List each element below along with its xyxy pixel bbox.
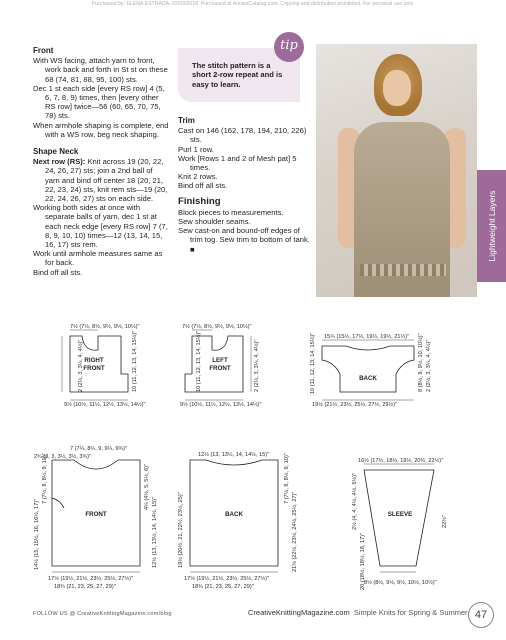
footer-follow: FOLLOW US @ CreativeKnittingMagazine.com/blog xyxy=(33,611,172,617)
front-full-top: 7 (7¼, 8¼, 9, 9¼, 9¾)" xyxy=(70,446,128,452)
neck-line: Work until armhole measures same as for back. xyxy=(33,249,163,268)
right-front-label: RIGHT xyxy=(84,357,104,364)
back-full-armhole: 7 (7½, 8, 8½, 9, 10)" xyxy=(284,453,290,504)
left-front-side: 2 (2½, 3, 3¼, 4, 4½)" xyxy=(254,339,260,392)
neck-line: Bind off all sts. xyxy=(33,267,83,277)
front-full-neck: 4¼ (4½, 5, 5½, 6)" xyxy=(144,463,150,510)
back-full-length: 19½ (20½, 21, 22½, 23½, 25)" xyxy=(178,492,184,568)
footer-title xyxy=(248,608,468,617)
left-front-bottom: 9½ (10½, 11½, 12½, 13½, 14½)" xyxy=(180,402,262,408)
shape-neck-heading: Shape Neck xyxy=(33,147,79,157)
back-full-side: 21½ (22½, 23½, 24½, 25½, 27)" xyxy=(292,491,298,572)
purchase-notice: Purchased by: ELENA ESTRADA, 02/03/2018. Purchased at AnniesCatalog.com. Copying and distribution prohibited. For personal use only. xyxy=(91,1,415,7)
sleeve-bottom: 8½ (8½, 9½, 9½, 10½, 10½)" xyxy=(364,580,437,586)
back-full-label: BACK xyxy=(225,511,243,518)
front-full-bottom1: 17½ (19½, 21½, 23½, 25½, 27½)" xyxy=(48,576,134,582)
back-full-top: 12½ (13, 13½, 14, 14½, 15)" xyxy=(198,452,270,458)
back-full-bottom2: 18¾ (21, 23, 25, 27, 29)" xyxy=(192,584,254,590)
sleeve-side: 22½" xyxy=(442,515,448,528)
left-front-label: LEFT xyxy=(212,357,228,364)
back-upper-side: 2 (2½, 3, 3¼, 4, 4½)" xyxy=(426,339,432,392)
right-front-length: 10 (11, 12, 13, 14, 15½)" xyxy=(132,330,138,392)
front-full-top2: 2¾ (3, 3, 3½, 3½, 3¾)" xyxy=(34,454,92,460)
next-row-text: Knit across 19 (20, 22, 24, 26, 27) sts; join a 2nd ball of yarn and bind off center 18 (20, 21, 22, 23, 24) sts, knit rem sts—19 (20, 22, 24, 26, 27) sts on each side. xyxy=(45,157,168,204)
front-full-armhole: 7 (7½, 8, 8½, 9, 10)" xyxy=(42,453,48,504)
back-upper-bottom: 19½ (21½, 23½, 25½, 27½, 29½)" xyxy=(312,402,398,408)
front-full-label: FRONT xyxy=(85,511,107,518)
left-front-shape xyxy=(185,336,243,392)
sleeve-label: SLEEVE xyxy=(387,511,413,518)
footer-site: CreativeKnittingMagazine.com xyxy=(248,608,350,617)
finishing-heading: Finishing xyxy=(178,195,221,207)
sleeve-shape xyxy=(364,470,434,566)
finishing-line: Block pieces to measurements. xyxy=(178,207,284,217)
footer-issue-title: Simple Knits for Spring & Summer xyxy=(353,608,468,617)
tip-badge: tip xyxy=(274,32,304,62)
right-front-bottom: 9½ (10½, 11½, 12½, 13½, 14½)" xyxy=(64,402,146,408)
left-front-top: 7½ (7½, 8½, 9½, 9½, 10½)" xyxy=(182,324,252,330)
trim-heading: Trim xyxy=(178,116,195,125)
back-upper-length: 10 (11, 12, 13, 14, 15½)" xyxy=(310,332,316,394)
trim-line: Work [Rows 1 and 2 of Mesh pat] 5 times. xyxy=(178,153,297,173)
sleeve-top: 16½ (17½, 18½, 19½, 20½, 22½)" xyxy=(358,458,444,464)
back-full-bottom1: 17½ (19½, 21½, 23½, 25½, 27½)" xyxy=(184,576,270,582)
trim-line: Cast on 146 (162, 178, 194, 210, 226) sts. xyxy=(178,126,307,145)
section-tab-label: Lightweight Layers xyxy=(486,190,497,262)
left-front-length: 10 (11, 12, 13, 14, 15½)" xyxy=(196,330,202,392)
front-full-bottom2: 18¾ (21, 23, 25, 27, 29)" xyxy=(54,584,116,590)
front-line: Dec 1 st each side [every RS row] 4 (5, 6, 7, 8, 9) times, then [every other RS row] twice—56 (60, 65, 70, 75, 78) sts. xyxy=(33,83,165,121)
trim-line: Bind off all sts. xyxy=(178,181,228,191)
front-heading: Front xyxy=(33,46,54,55)
back-upper-label: BACK xyxy=(359,375,377,382)
front-full-length: 14½ (15, 15½, 16, 16½, 17)" xyxy=(34,498,40,570)
front-line: When armhole shaping is complete, end with a WS row, beg neck shaping. xyxy=(33,120,169,139)
finishing-line: Sew cast-on and bound-off edges of trim tog. Sew trim to bottom of tank. ■ xyxy=(178,226,310,254)
tip-text: The stitch pattern is a short 2-row repeat and is easy to learn. xyxy=(192,61,283,89)
back-upper-top: 15¼ (15½, 17½, 19½, 19½, 21½)" xyxy=(324,334,410,340)
front-full-side: 12½ (13, 13½, 14, 14½, 15)" xyxy=(152,496,158,568)
sleeve-cap: 2½ (4, 4, 4½, 4½, 5½)" xyxy=(352,472,358,530)
next-row-label: Next row (RS): xyxy=(33,157,86,167)
finishing-line: Sew shoulder seams. xyxy=(178,217,251,227)
trim-line: Knit 2 rows. xyxy=(178,172,218,182)
trim-line: Purl 1 row. xyxy=(178,144,214,154)
sleeve-length: 20 (18½, 18½, 18, 17)" xyxy=(360,532,366,590)
neck-line: Working both sides at once with separate balls of yarn, dec 1 st at each neck edge [every RS row] 7 (7, 8, 9, 10, 10) times—12 (13, 14, 15, 16, 17) sts rem. xyxy=(33,203,168,250)
right-front-top: 7½ (7½, 8½, 9½, 9½, 10½)" xyxy=(70,324,140,330)
front-line: With WS facing, attach yarn to front, work back and forth in St st on these 68 (74, 81, 88, 95, 100) sts. xyxy=(33,56,168,84)
back-upper-armhole: 8 (8½, 9, 9½, 10, 10½)" xyxy=(418,333,424,392)
right-front-side: 2 (2½, 3, 3¼, 4, 4½)" xyxy=(78,339,84,392)
left-front-label: FRONT xyxy=(209,365,231,372)
page-number: 47 xyxy=(468,602,494,628)
back-upper-shape xyxy=(322,346,414,392)
right-front-label: FRONT xyxy=(83,365,105,372)
